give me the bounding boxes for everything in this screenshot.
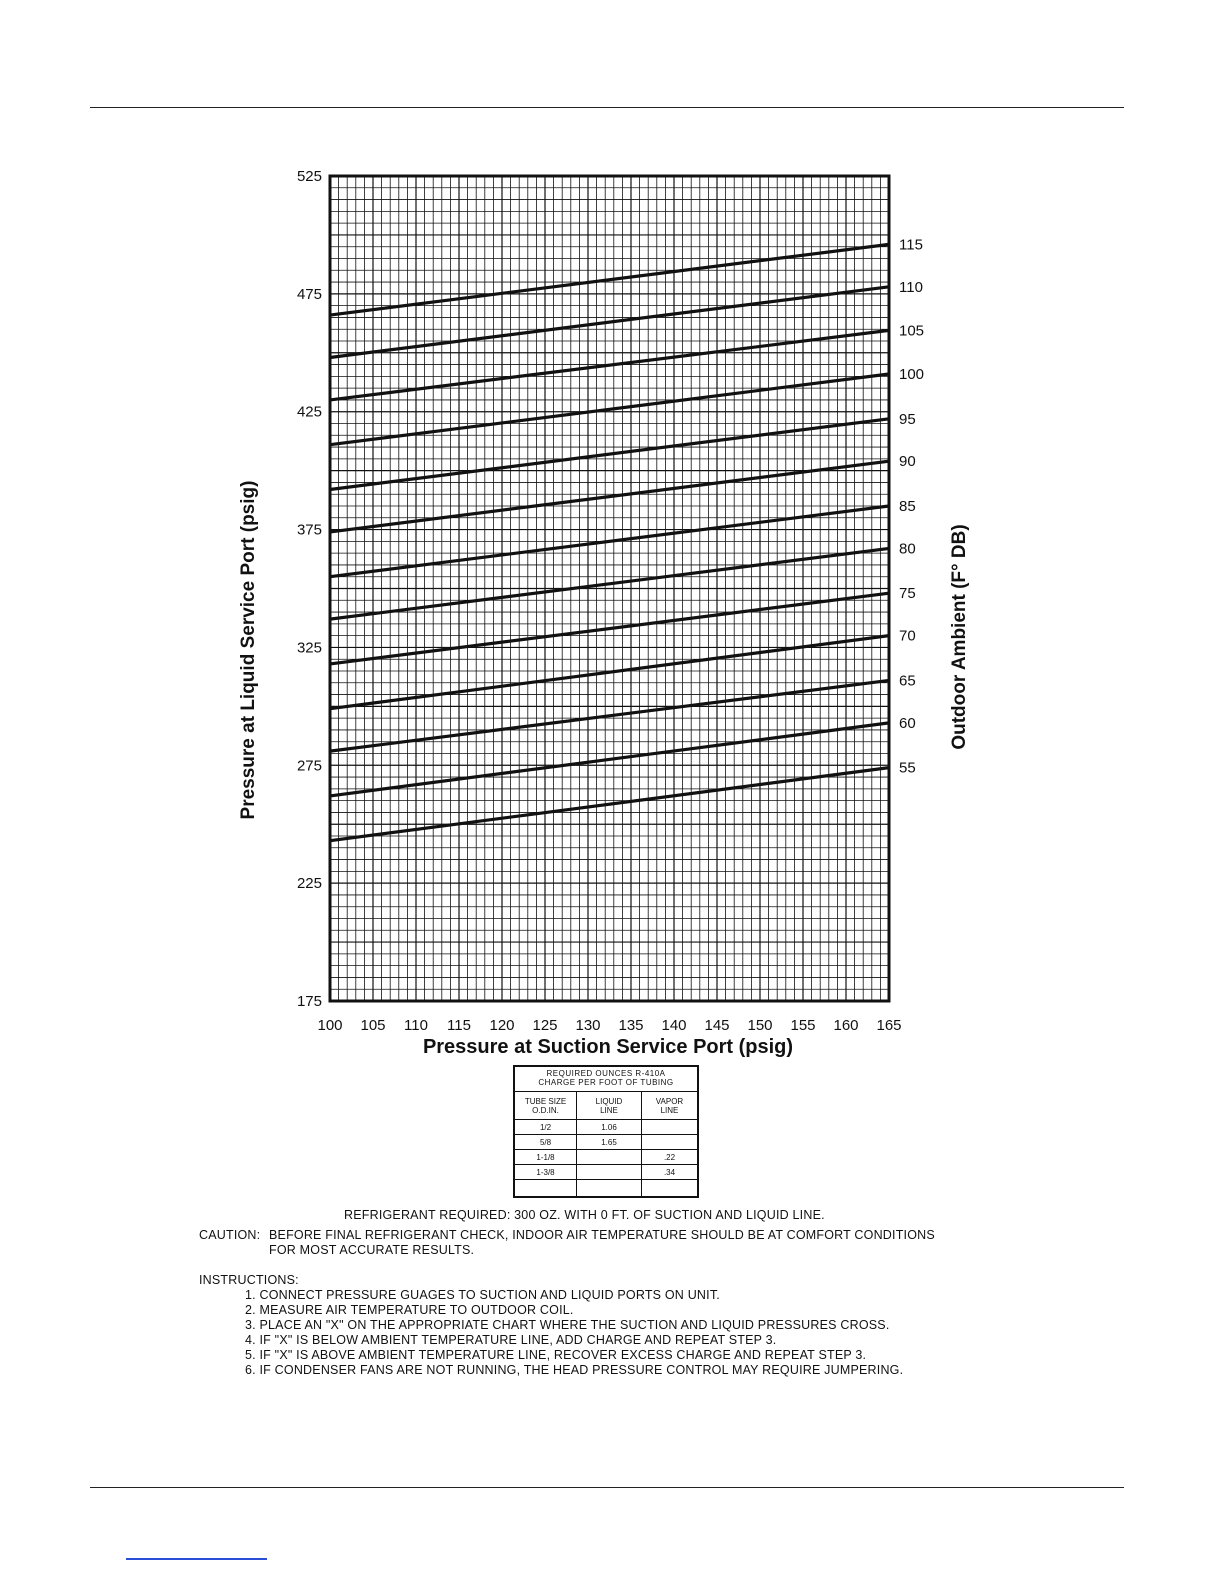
ambient-label-100: 100 <box>899 366 925 383</box>
y-tick-label: 325 <box>296 639 322 657</box>
cell-liquid: 1.65 <box>577 1135 642 1149</box>
charge-table-title-line1: REQUIRED OUNCES R-410A <box>546 1069 666 1078</box>
instruction-step: 6. IF CONDENSER FANS ARE NOT RUNNING, THE HEAD PRESSURE CONTROL MAY REQUIRE JUMPERING. <box>245 1363 904 1377</box>
table-row <box>515 1150 697 1165</box>
cell-tube-size: 5/8 <box>515 1135 577 1149</box>
instruction-step: 2. MEASURE AIR TEMPERATURE TO OUTDOOR COIL. <box>245 1303 574 1317</box>
header-vapor-line-line1: VAPOR <box>655 1096 684 1106</box>
instruction-step: 4. IF "X" IS BELOW AMBIENT TEMPERATURE LINE, ADD CHARGE AND REPEAT STEP 3. <box>245 1333 777 1347</box>
cell-vapor <box>642 1120 697 1134</box>
cell-liquid <box>577 1165 642 1179</box>
x-tick-label: 160 <box>833 1017 859 1034</box>
x-tick-label: 165 <box>876 1017 902 1034</box>
ambient-line-60 <box>330 723 889 796</box>
ambient-label-105: 105 <box>899 322 925 340</box>
ambient-line-100 <box>330 374 889 445</box>
table-row <box>515 1120 697 1135</box>
ambient-line-110 <box>330 287 889 358</box>
ambient-label-80: 80 <box>899 540 916 558</box>
x-tick-label: 115 <box>447 1017 471 1034</box>
y-tick-label: 475 <box>296 285 322 303</box>
cell-liquid: 1.06 <box>577 1120 642 1134</box>
ambient-label-95: 95 <box>899 410 916 428</box>
ambient-label-115: 115 <box>899 236 923 254</box>
y2-axis-title: Outdoor Ambient (F° DB) <box>949 524 970 750</box>
x-tick-label: 135 <box>618 1017 644 1034</box>
cell-vapor: .22 <box>663 1152 676 1162</box>
charge-table-title-line2: CHARGE PER FOOT OF TUBING <box>538 1078 674 1087</box>
x-tick-label: 140 <box>661 1017 687 1034</box>
y-axis-title: Pressure at Liquid Service Port (psig) <box>238 480 259 820</box>
grid <box>330 176 889 1001</box>
cell-tube-size: 1-3/8 <box>515 1165 577 1179</box>
y-tick-label: 225 <box>296 875 322 893</box>
x-axis-title: Pressure at Suction Service Port (psig) <box>422 1036 794 1058</box>
ambient-label-90: 90 <box>899 453 916 471</box>
instruction-step: 3. PLACE AN "X" ON THE APPROPRIATE CHART WHERE THE SUCTION AND LIQUID PRESSURES CROSS. <box>245 1318 890 1332</box>
y-tick-label: 275 <box>296 757 322 775</box>
ambient-line-65 <box>330 680 889 751</box>
header-tube-size-line2: O.D.IN. <box>532 1105 559 1115</box>
table-row <box>515 1135 697 1150</box>
ambient-label-55: 55 <box>899 759 916 777</box>
x-tick-label: 100 <box>317 1017 343 1034</box>
table-row <box>515 1165 697 1180</box>
header-tube-size-line1: TUBE SIZE <box>524 1096 567 1106</box>
ambient-label-70: 70 <box>899 627 916 645</box>
cell-tube-size: 1-1/8 <box>515 1150 577 1164</box>
ambient-label-110: 110 <box>899 278 923 296</box>
instruction-step: 1. CONNECT PRESSURE GUAGES TO SUCTION AND LIQUID PORTS ON UNIT. <box>245 1288 720 1302</box>
cell-vapor: .34 <box>663 1167 676 1177</box>
x-tick-label: 105 <box>360 1017 386 1034</box>
ambient-lines <box>330 244 889 840</box>
ambient-labels <box>899 236 924 776</box>
ambient-label-65: 65 <box>899 672 916 690</box>
cell-tube-size: 1/2 <box>515 1120 577 1134</box>
header-liquid-line-line1: LIQUID <box>595 1096 623 1106</box>
cell-empty <box>515 1180 577 1197</box>
ambient-label-60: 60 <box>899 714 916 732</box>
ambient-line-90 <box>330 461 889 532</box>
cell-empty <box>577 1180 642 1197</box>
caution-text-line1: BEFORE FINAL REFRIGERANT CHECK, INDOOR AIR TEMPERATURE SHOULD BE AT COMFORT CONDITIONS <box>269 1228 935 1242</box>
instructions-label: INSTRUCTIONS: <box>199 1273 299 1287</box>
ambient-line-75 <box>330 593 889 664</box>
caution-label: CAUTION: <box>199 1228 261 1242</box>
x-tick-label: 150 <box>747 1017 773 1034</box>
header-liquid-line-line2: LINE <box>600 1105 618 1115</box>
x-tick-label: 145 <box>704 1017 730 1034</box>
x-tick-label: 110 <box>404 1017 428 1034</box>
y-tick-label: 525 <box>296 168 322 185</box>
ambient-line-115 <box>330 244 889 315</box>
table-row-empty <box>515 1180 697 1197</box>
header-vapor-line <box>642 1092 697 1119</box>
link-underline[interactable] <box>126 1558 267 1560</box>
ambient-label-85: 85 <box>899 498 916 515</box>
y-tick-label: 425 <box>296 403 322 421</box>
cell-vapor <box>642 1135 697 1149</box>
charge-table-header <box>515 1092 697 1120</box>
y-tick-label: 175 <box>296 993 322 1010</box>
ambient-line-70 <box>330 636 889 709</box>
x-tick-label: 155 <box>790 1017 816 1034</box>
x-tick-label: 120 <box>489 1017 515 1034</box>
ambient-line-80 <box>330 548 889 619</box>
refrigerant-required-note: REFRIGERANT REQUIRED: 300 OZ. WITH 0 FT. OF SUCTION AND LIQUID LINE. <box>344 1208 825 1222</box>
ambient-label-75: 75 <box>899 585 916 603</box>
bottom-rule <box>90 1487 1124 1488</box>
ambient-line-55 <box>330 768 889 841</box>
y-tick-labels <box>297 168 322 1010</box>
y-tick-label: 375 <box>296 521 322 539</box>
ambient-line-95 <box>330 419 889 490</box>
cell-liquid <box>577 1150 642 1164</box>
header-tube-size <box>515 1092 577 1119</box>
x-tick-label: 125 <box>532 1017 558 1034</box>
charge-table <box>513 1065 699 1198</box>
caution-text-line2: FOR MOST ACCURATE RESULTS. <box>269 1243 475 1257</box>
header-vapor-line-line2: LINE <box>660 1105 679 1115</box>
instruction-step: 5. IF "X" IS ABOVE AMBIENT TEMPERATURE LINE, RECOVER EXCESS CHARGE AND REPEAT STEP 3. <box>245 1348 867 1362</box>
cell-empty <box>642 1180 697 1197</box>
header-liquid-line <box>577 1092 642 1119</box>
x-tick-label: 130 <box>575 1017 601 1034</box>
charge-table-title <box>515 1067 697 1092</box>
x-tick-labels <box>317 1017 901 1034</box>
